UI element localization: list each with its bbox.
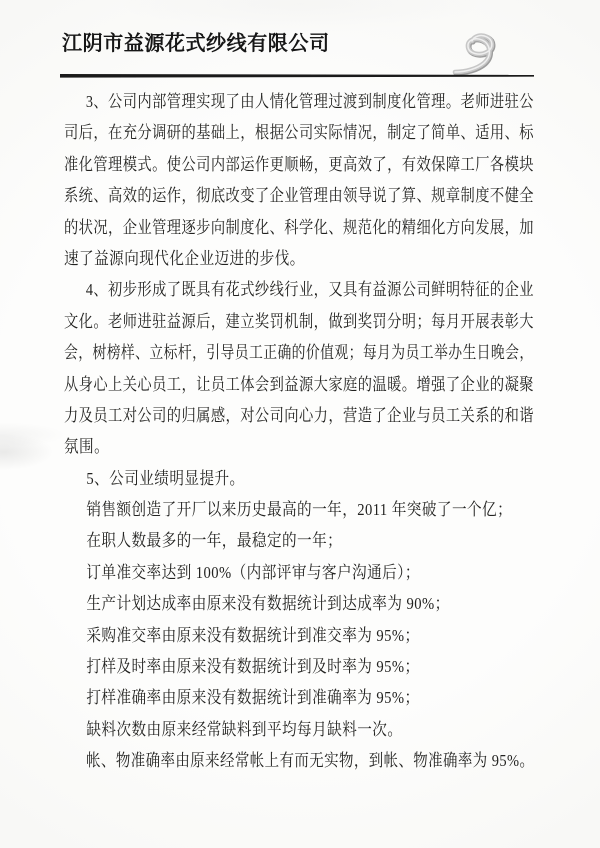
text-line: 力及员工对公司的归属感，对公司向心力，营造了企业与员工关系的和谐 [64,405,534,425]
text-line: 3、公司内部管理实现了由人情化管理过渡到制度化管理。老师进驻公 [85,92,535,111]
text-line: 打样准确率由原来没有数据统计到准确率为 95%； [86,688,420,708]
company-name: 江阴市益源花式纱线有限公司 [62,33,330,55]
yarn-knot-icon [447,28,503,76]
text-line: 销售额创造了开厂以来历史最高的一年，2011 年突破了一个亿； [86,500,513,520]
text-line: 生产计划达成率由原来没有数据统计到达成率为 90%； [86,594,450,614]
text-line: 采购准交率由原来没有数据统计到准交率为 95%； [86,625,420,645]
text-line: 会，树榜样、立标杆，引导员工正确的价值观；每月为员工举办生日晚会， [64,343,534,363]
text-line: 缺料次数由原来经常缺料到平均每月缺料一次。 [86,719,403,739]
text-line: 司后，在充分调研的基础上，根据公司实际情况，制定了简单、适用、标 [64,123,534,143]
text-line: 订单准交率达到 100%（内部评审与客户沟通后）； [86,562,420,582]
text-line: 从身心上关心员工，让员工体会到益源大家庭的温暖。增强了企业的凝聚 [64,374,534,394]
text-line: 4、初步形成了既具有花式纱线行业，又具有益源公司鲜明特征的企业 [85,280,535,300]
text-line: 打样及时率由原来没有数据统计到及时率为 95%； [86,657,420,677]
text-line: 氛围。 [64,437,110,457]
text-line: 在职人数最多的一年，最稳定的一年； [86,531,343,551]
text-line: 准化管理模式。使公司内部运作更顺畅，更高效了，有效保障工厂各模块 [64,154,534,174]
text-line: 帐、物准确率由原来经常帐上有而无实物，到帐、物准确率为 95%。 [86,751,535,771]
text-line: 文化。老师进驻益源后，建立奖罚机制，做到奖罚分明；每月开展表彰大 [64,311,534,331]
text-line: 速了益源向现代化企业迈进的步伐。 [64,248,305,268]
document-body [64,86,534,777]
section-heading: 5、公司业绩明显提升。 [86,468,245,488]
text-line: 的状况，企业管理逐步向制度化、科学化、规范化的精细化方向发展，加 [64,217,534,237]
text-line: 系统、高效的运作，彻底改变了企业管理由领导说了算、规章制度不健全 [64,186,534,206]
